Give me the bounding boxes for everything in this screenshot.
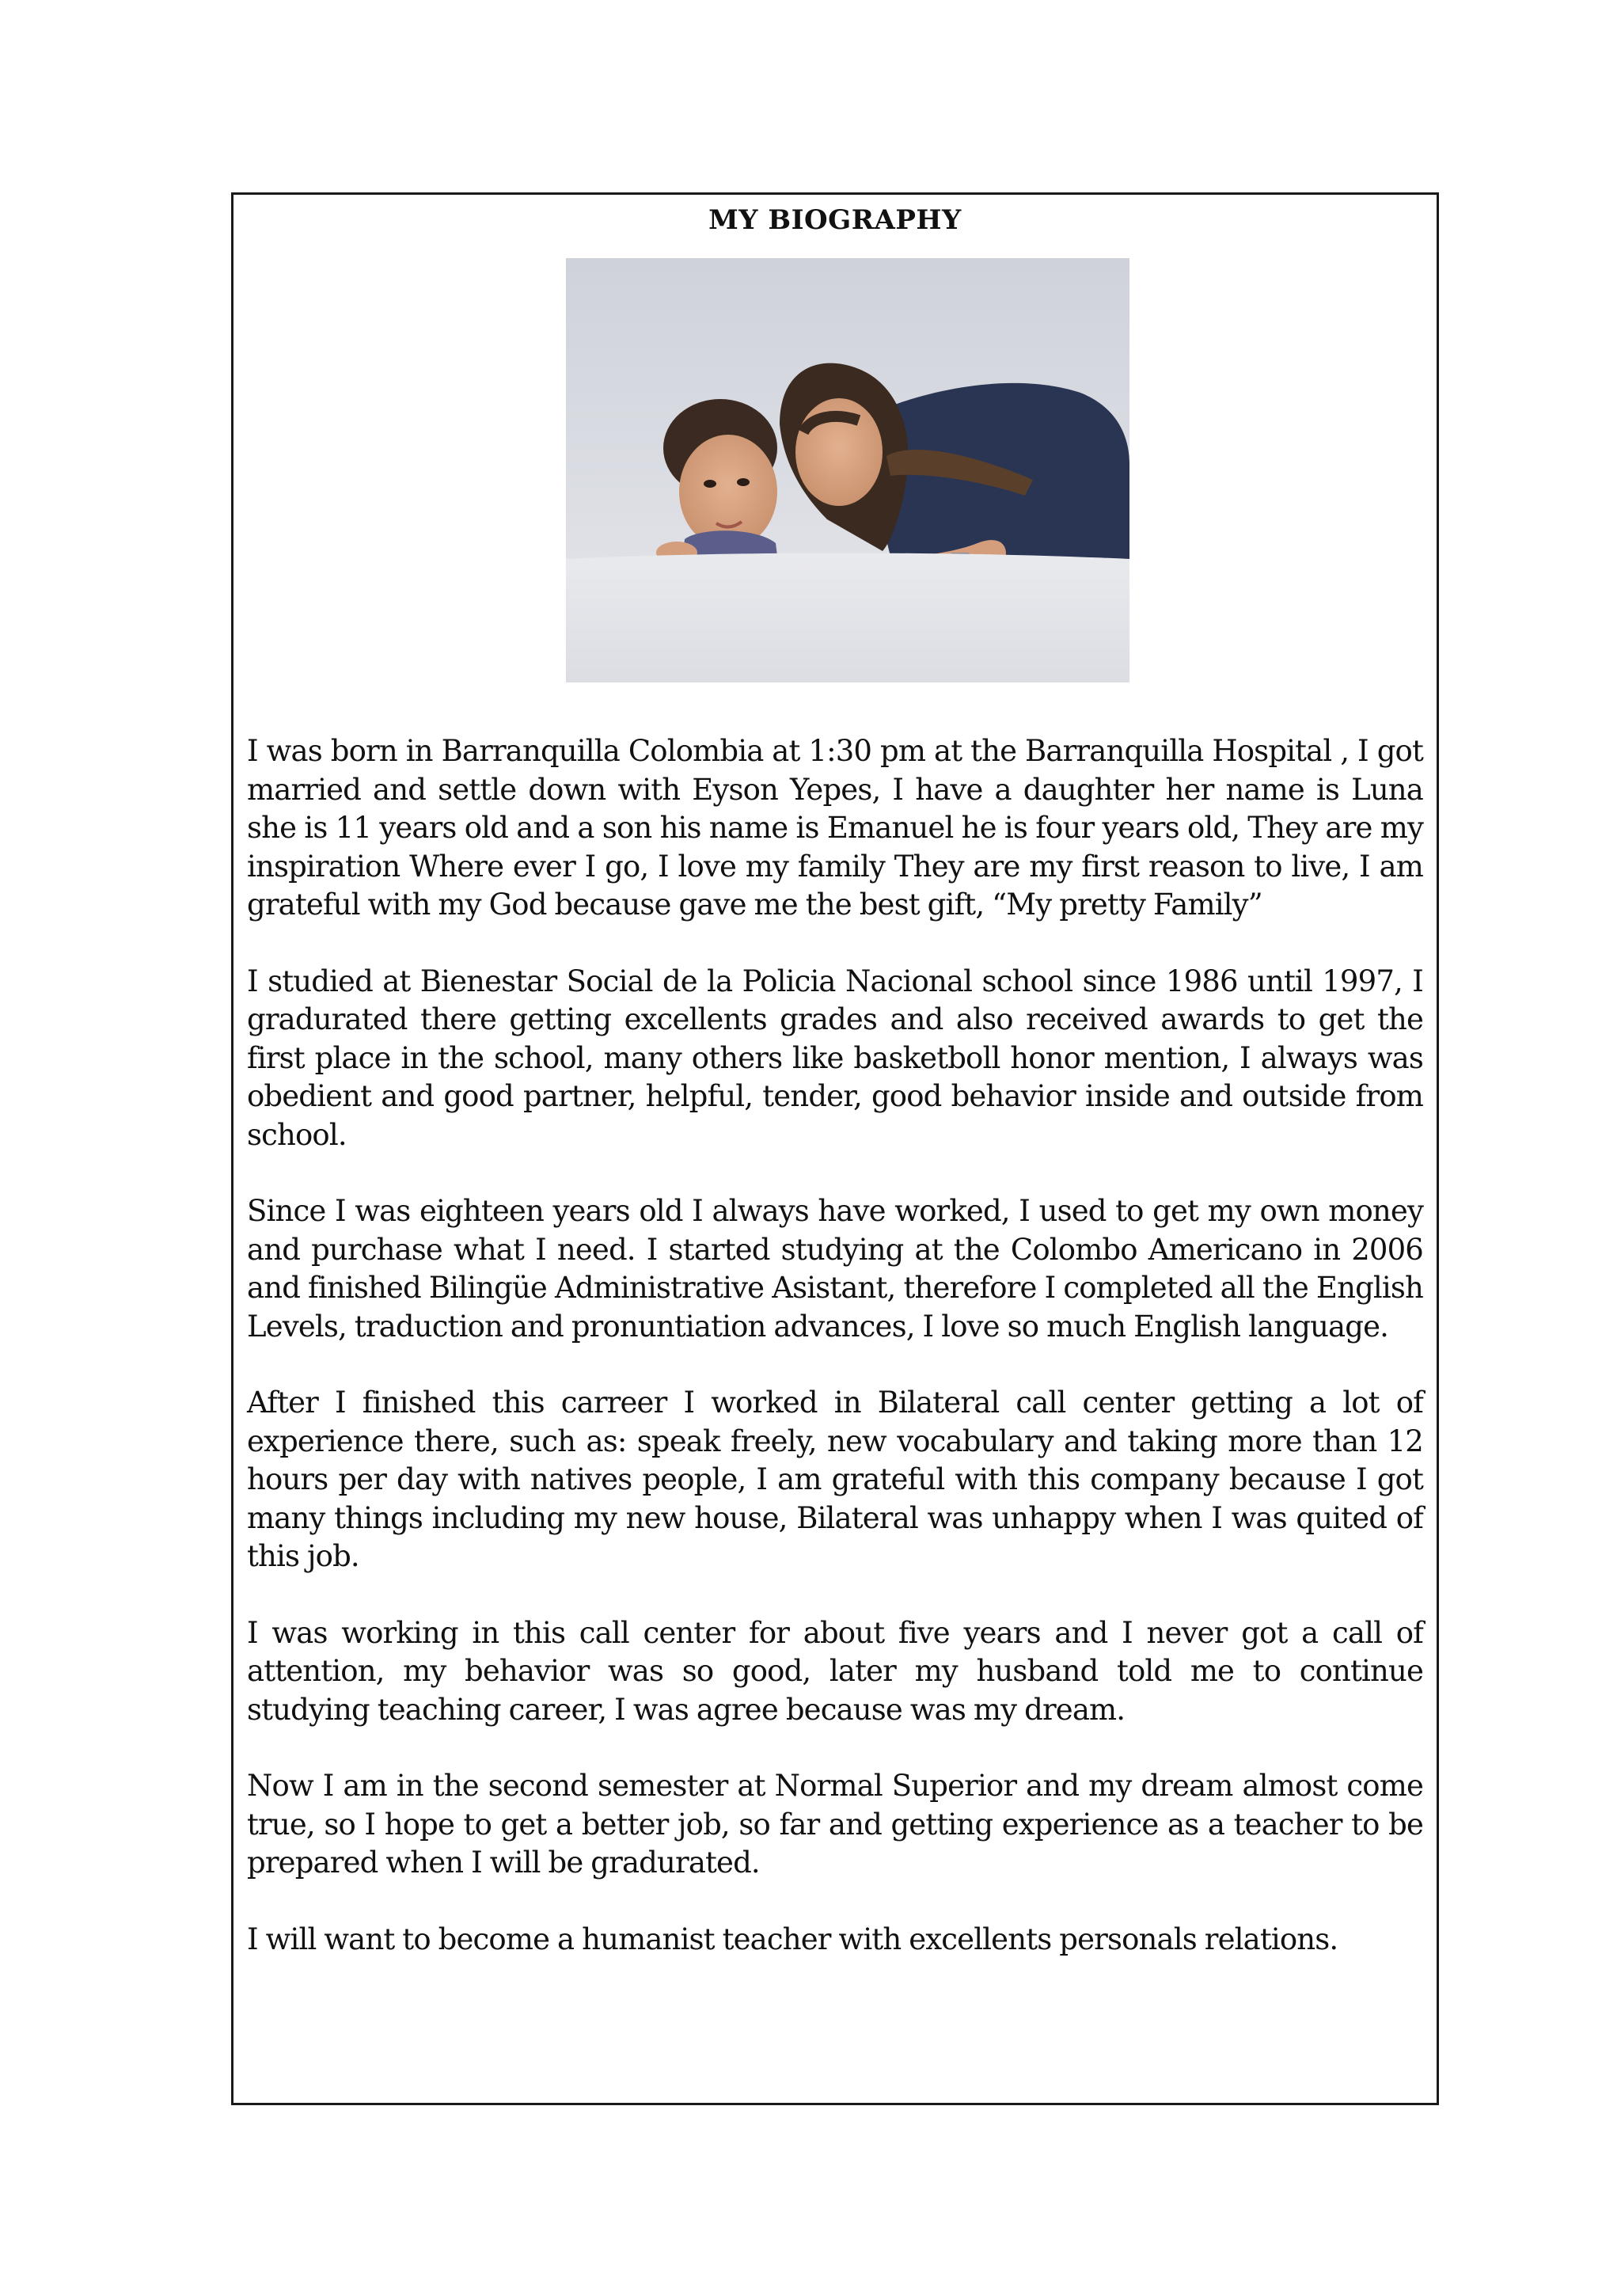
paragraph-school: I studied at Bienestar Social de la Policia Nacional school since 1986 until 1997, I gradurated there getting excellents grades and also received awards to get the first place in the school, many others like basketboll honor mention, I always was obedient and good partner, helpful, tender, good behavior inside and outside from school. — [247, 964, 1423, 1152]
paragraph-work-studies: Since I was eighteen years old I always have worked, I used to get my own money and purchase what I need. I started studying at the Colombo Americano in 2006 and finished Bilingüe Administrative Asistant, therefore I completed all the English Levels, traduction and pronuntiation advances, I love so much English language. — [247, 1194, 1423, 1344]
biography-body — [247, 732, 1423, 1959]
page-title: MY BIOGRAPHY — [708, 204, 962, 236]
paragraph-call-center: After I finished this carreer I worked in Bilateral call center getting a lot of experience there, such as: speak freely, new vocabulary and taking more than 12 hours per day with natives people, I am grateful with this company because I got many things including my new house, Bilateral was unhappy when I was quited of this job. — [247, 1386, 1423, 1573]
biography-frame — [231, 192, 1439, 2105]
family-photo — [566, 258, 1129, 682]
paragraph-birth-family: I was born in Barranquilla Colombia at 1:30 pm at the Barranquilla Hospital , I got married and settle down with Eyson Yepes, I have a daughter her name is Luna she is 11 years old and a son his name is Emanuel he is four years old, They are my inspiration Where ever I go, I love my family They are my first reason to live, I am grateful with my God because gave me the best gift, “My pretty Family” — [247, 734, 1423, 922]
paragraph-career-change: I was working in this call center for about five years and I never got a call of attention, my behavior was so good, later my husband told me to continue studying teaching career, I was agree because was my dream. — [247, 1615, 1423, 1727]
paragraph-goal: I will want to become a humanist teacher with excellents personals relations. — [247, 1922, 1338, 1956]
family-photo-image — [566, 258, 1129, 682]
paragraph-current-studies: Now I am in the second semester at Normal Superior and my dream almost come true, so I hope to get a better job, so far and getting experience as a teacher to be prepared when I will be gradurated. — [247, 1769, 1423, 1880]
